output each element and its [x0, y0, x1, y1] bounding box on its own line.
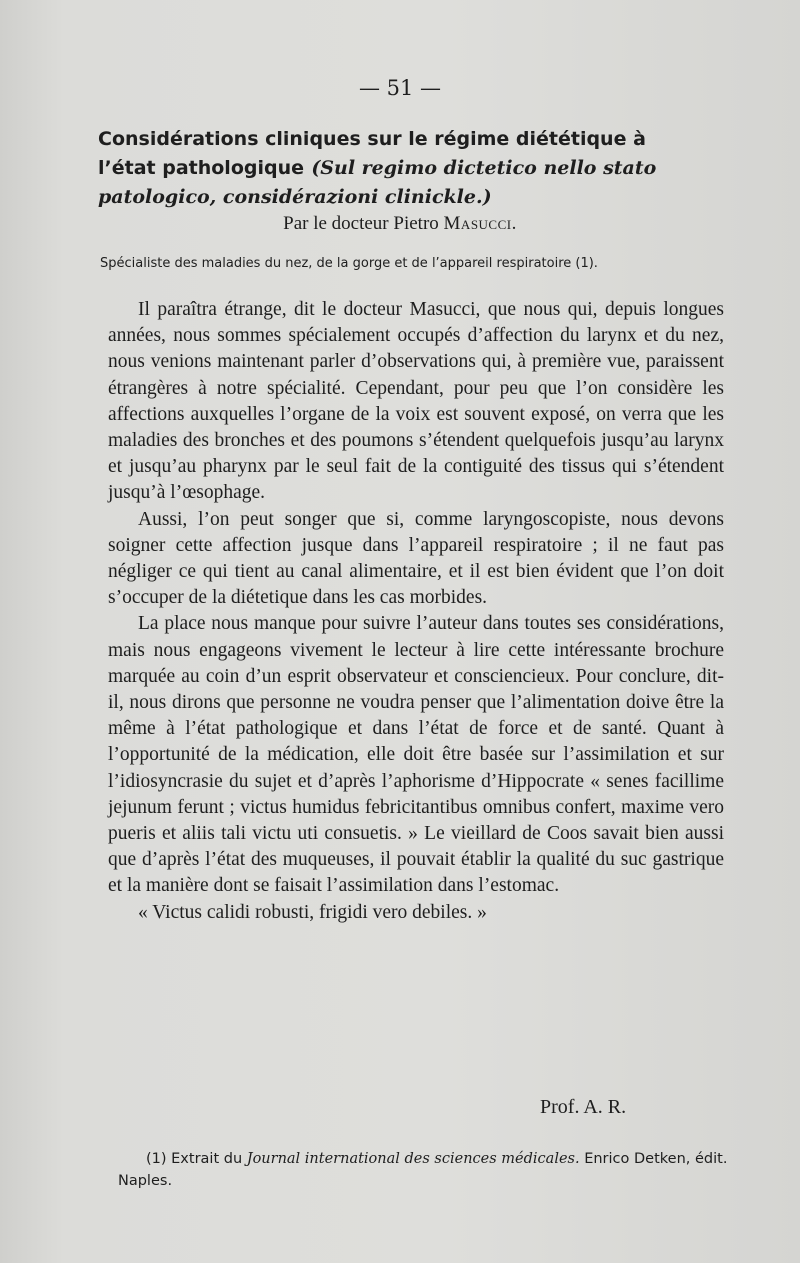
paragraph-quote: « Victus calidi robusti, frigidi vero debiles. »	[138, 901, 487, 923]
paragraph: La place nous manque pour suivre l’auteur dans toutes ses considérations, mais nous engageons vivement le lecteur à lire cette intéressante brochure marquée au coin d’un esprit observateur et consciencieux. Pour conclure, dit-il, nous dirons que personne ne voudra penser que l’alimentation doive être la même à l’état pathologique et dans l’état de force et de santé. Quant à l’opportunité de la médication, elle doit être basée sur l’assimilation et sur l’idiosyncrasie du sujet et d’après l’aphorisme d’Hippocrate « senes facillime jejunum ferunt ; victus humidus febricitantibus omnibus confert, maxime vero pueris et aliis tali victu uti consuetis. » Le vieillard de Coos savait bien aussi que d’après l’état des muqueuses, il pouvait établir la qualité du suc gastrique et la manière dont se faisait l’assimilation dans l’estomac.	[108, 613, 724, 897]
footnote-marker: (1) Extrait du	[146, 1151, 247, 1167]
article-body	[108, 297, 724, 926]
footnote	[118, 1148, 738, 1192]
article-title-italian: (Sul regimo dictetico nello stato patologico, considérazioni clinickle.)	[98, 157, 657, 208]
footnote-rest: Enrico Detken, édit. Naples.	[118, 1151, 728, 1189]
signature: Prof. A. R.	[540, 1096, 627, 1118]
byline-prefix: Par le docteur Pietro	[283, 213, 444, 234]
author-name: Masucci.	[443, 213, 517, 234]
paragraph: Il paraîtra étrange, dit le docteur Masucci, que nous qui, depuis longues années, nous sommes spécialement occupés d’affection du larynx et du nez, nous venions maintenant parler d’observations qui, à première vue, paraissent étrangères à notre spécialité. Cependant, pour peu que l’on considère les affections auxquelles l’organe de la voix est souvent exposé, on verra que les maladies des bronches et des poumons s’étendent quelquefois jusqu’au larynx et jusqu’au pharynx par le seul fait de la contiguité des tissus qui s’étendent jusqu’à l’œsophage.	[108, 299, 724, 504]
article-title-main: Considérations cliniques sur le régime diététique à l’état pathologique	[98, 128, 646, 179]
author-specialty: Spécialiste des maladies du nez, de la gorge et de l’appareil respiratoire (1).	[100, 256, 598, 271]
footnote-journal: Journal international des sciences médicales.	[246, 1151, 580, 1167]
paragraph: Aussi, l’on peut songer que si, comme laryngoscopiste, nous devons soigner cette affection jusque dans l’appareil respiratoire ; il ne faut pas négliger ce qui tient au canal alimentaire, et il est bien évident que l’on doit s’occuper de la diétetique dans les cas morbides.	[108, 508, 724, 609]
byline	[0, 213, 800, 235]
article-title	[98, 124, 710, 211]
page-number: — 51 —	[358, 76, 442, 100]
